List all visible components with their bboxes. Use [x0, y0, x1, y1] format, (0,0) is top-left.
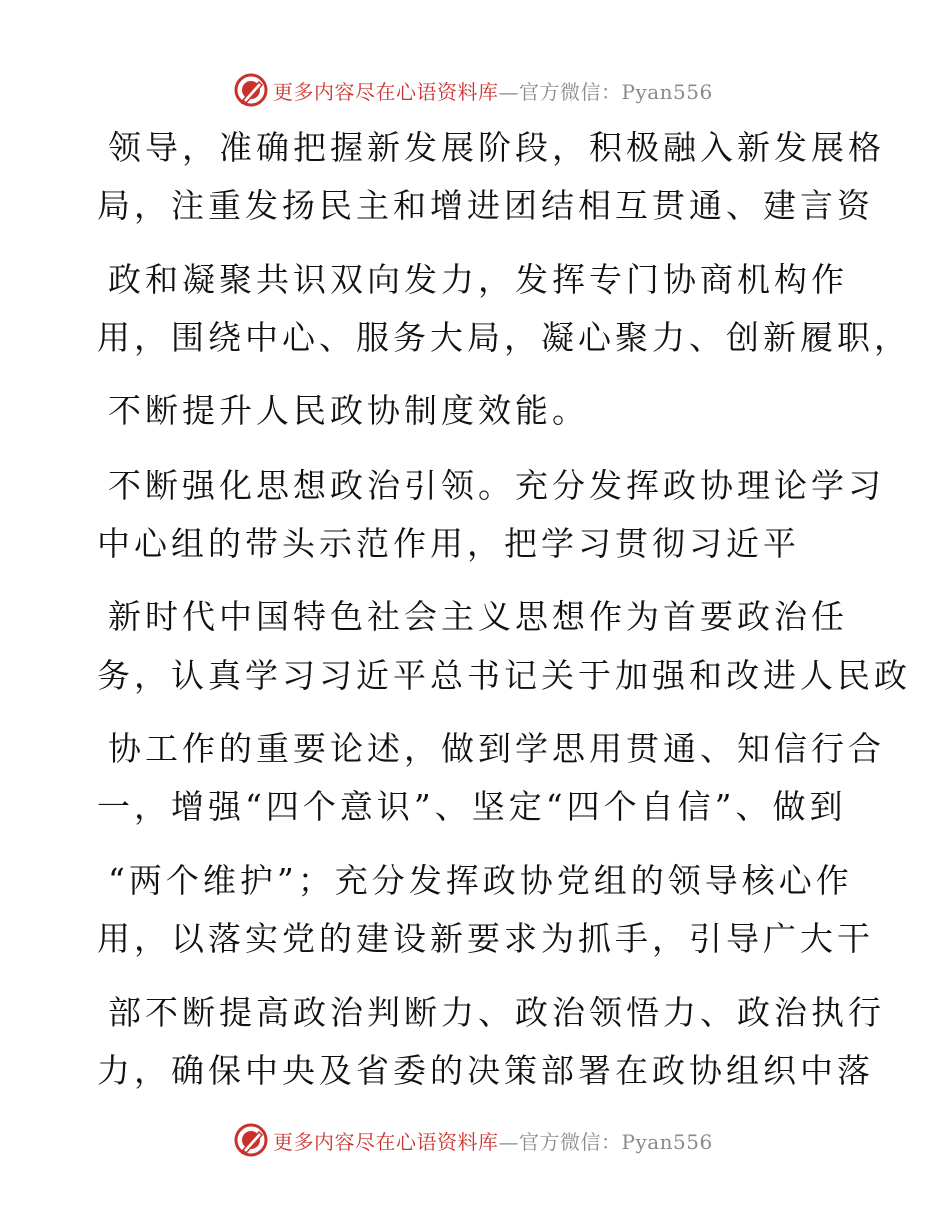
- footer-watermark-text: 更多内容尽在心语资料库—官方微信：Pyan556: [273, 1129, 713, 1154]
- body-line-10: 协工作的重要论述，做到学思用贯通、知信行合: [108, 729, 885, 768]
- body-line-5: 不断提升人民政协制度效能。: [108, 391, 589, 430]
- header-watermark-text: 更多内容尽在心语资料库—官方微信：Pyan556: [273, 79, 713, 104]
- body-line-12: “两个维护”；充分发挥政协党组的领导核心作: [108, 861, 853, 900]
- header-watermark: [0, 70, 950, 110]
- body-line-13: 用，以落实党的建设新要求为抓手，引导广大干: [97, 919, 874, 958]
- body-line-3: 政和凝聚共识双向发力，发挥专门协商机构作: [108, 260, 848, 299]
- body-line-1: 领导，准确把握新发展阶段，积极融入新发展格: [108, 128, 885, 167]
- body-line-11: 一，增强“四个意识”、坚定“四个自信”、做到: [97, 787, 847, 826]
- footer-watermark: [0, 1120, 950, 1160]
- body-line-4: 用，围绕中心、服务大局，凝心聚力、创新履职，: [97, 318, 911, 357]
- body-line-14: 部不断提高政治判断力、政治领悟力、政治执行: [108, 993, 885, 1032]
- body-line-7: 中心组的带头示范作用，把学习贯彻习近平: [97, 524, 800, 563]
- body-line-2: 局，注重发扬民主和增进团结相互贯通、建言资: [97, 186, 874, 225]
- body-line-8: 新时代中国特色社会主义思想作为首要政治任: [108, 597, 848, 636]
- body-line-15: 力，确保中央及省委的决策部署在政协组织中落: [97, 1051, 874, 1090]
- pen-logo-icon: [233, 72, 269, 108]
- body-line-6: 不断强化思想政治引领。充分发挥政协理论学习: [108, 466, 885, 505]
- body-line-9: 务，认真学习习近平总书记关于加强和改进人民政: [97, 656, 911, 695]
- pen-logo-icon: [233, 1122, 269, 1158]
